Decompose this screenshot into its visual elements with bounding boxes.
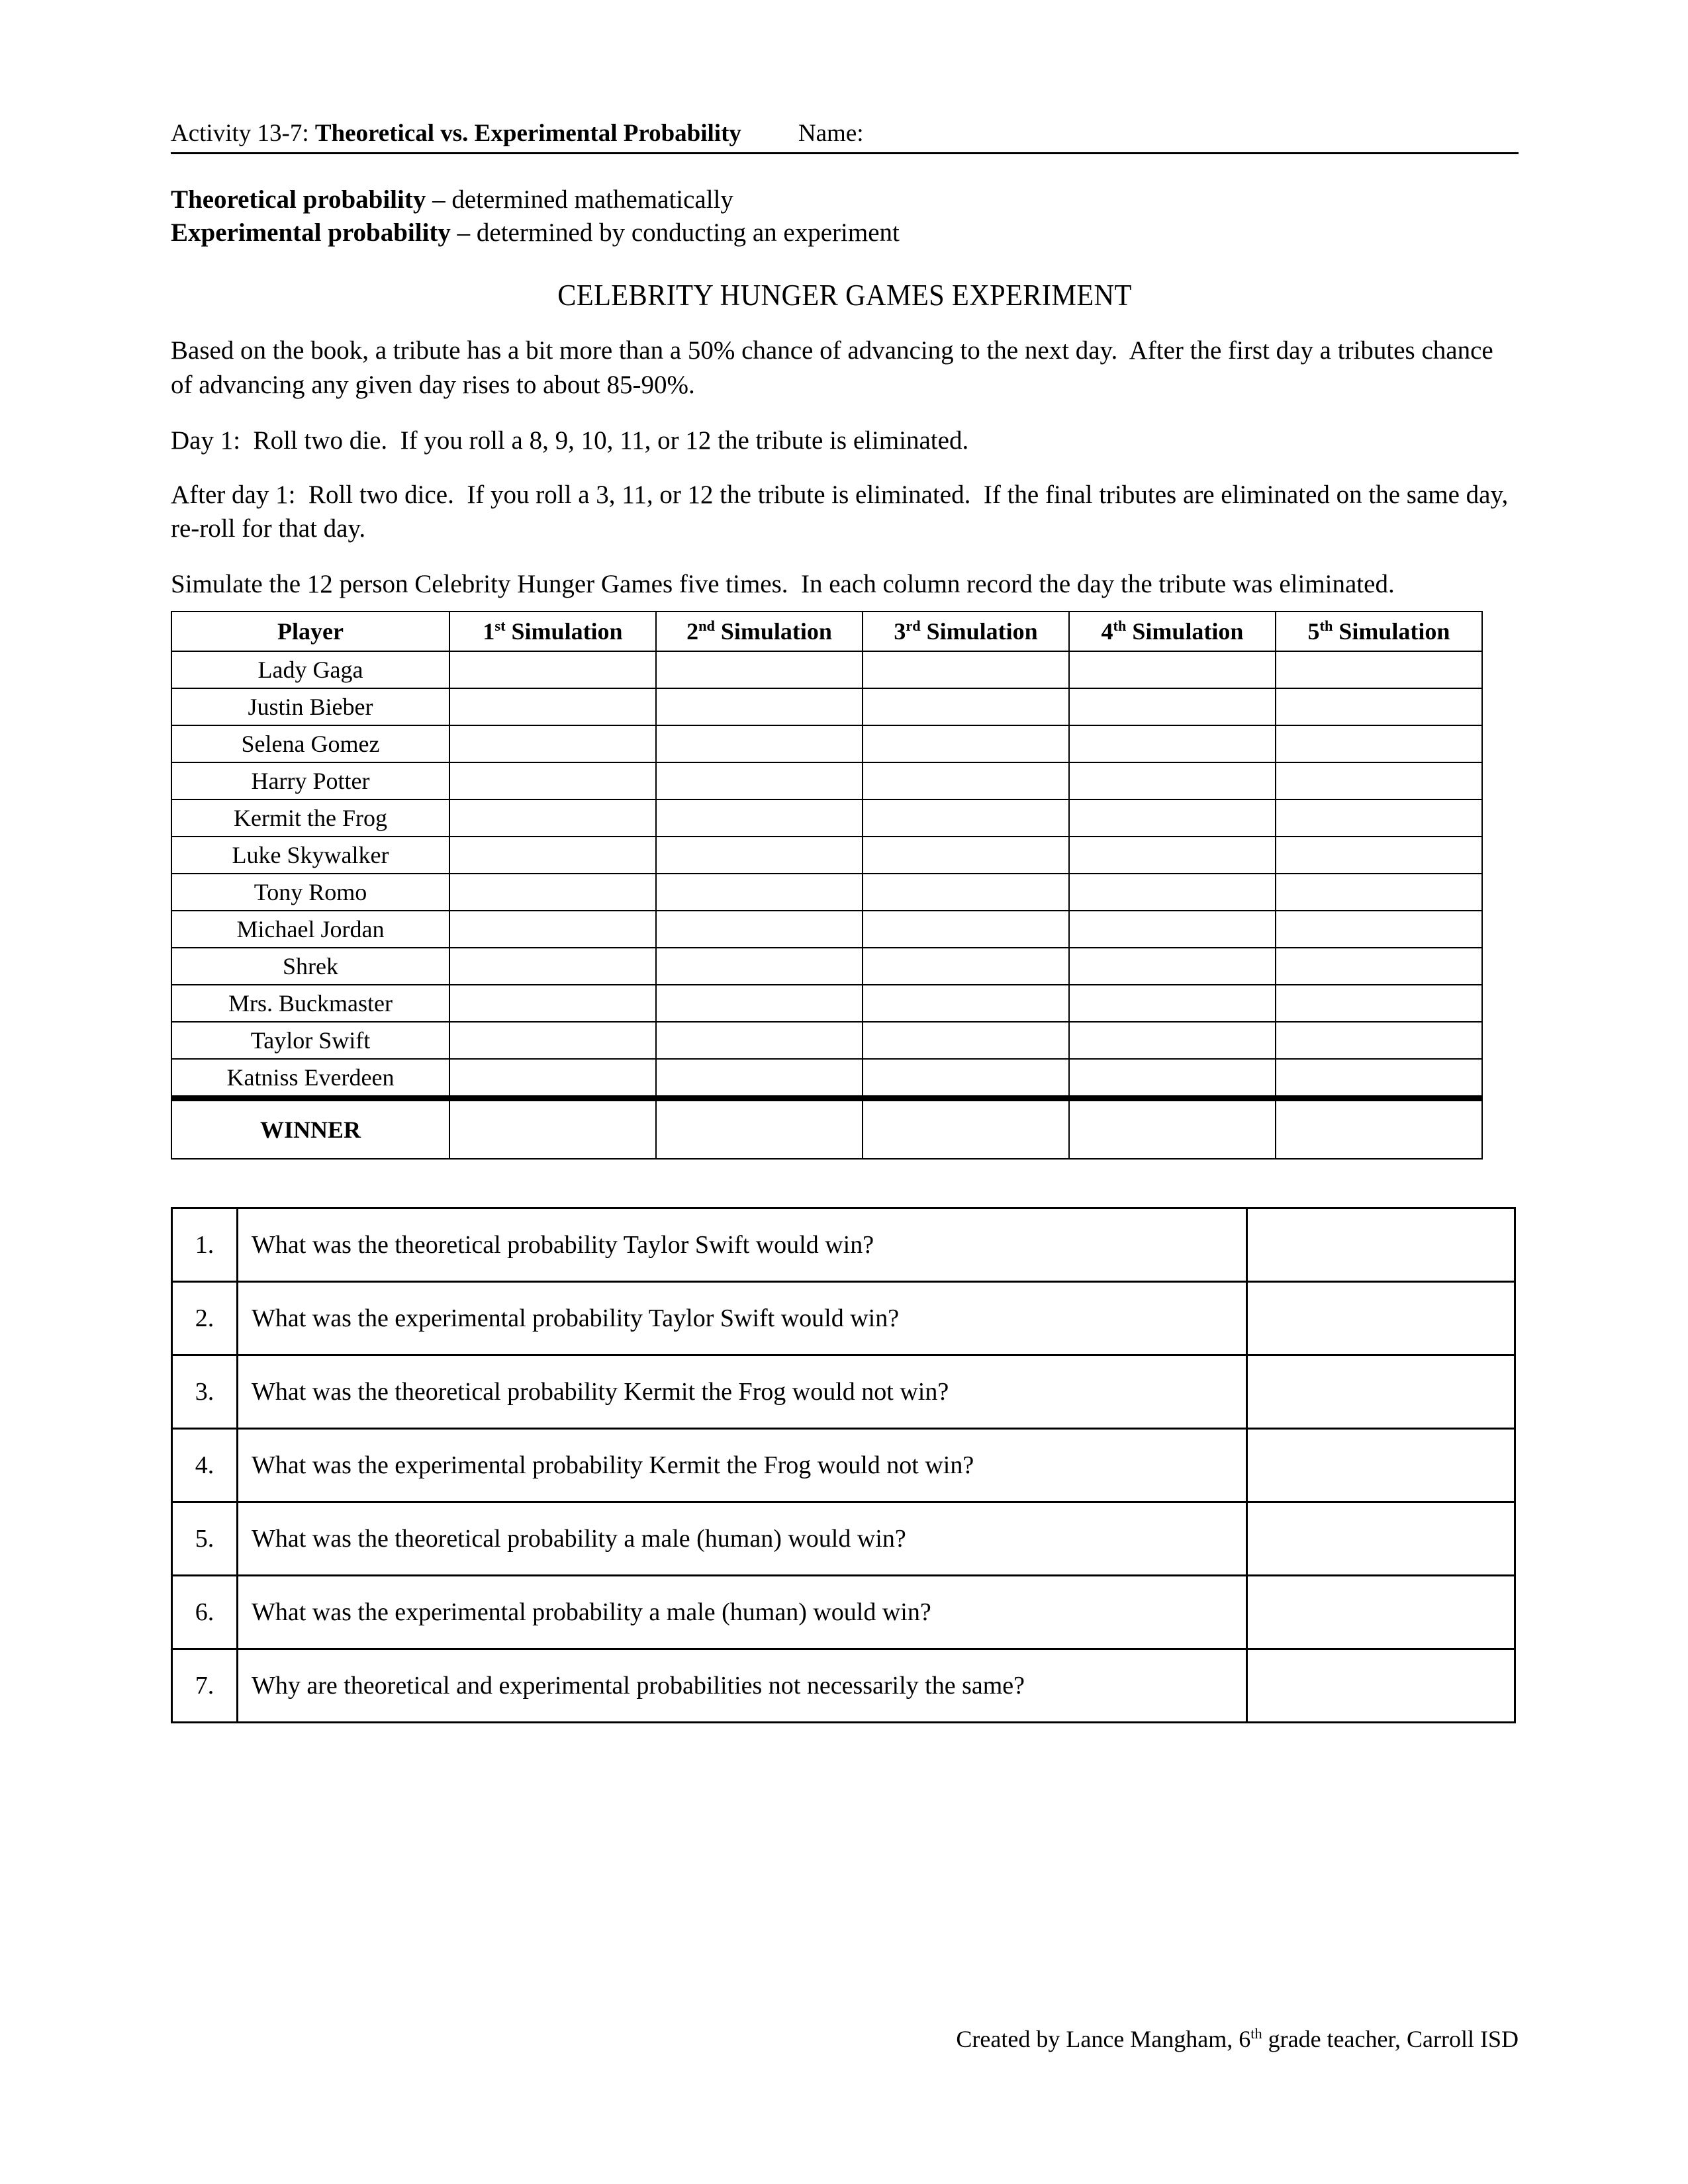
footer-ordinal-suffix: th	[1250, 2025, 1262, 2042]
sim-entry-cell[interactable]	[863, 837, 1069, 874]
sim-entry-cell[interactable]	[1069, 1022, 1276, 1059]
sim-entry-cell[interactable]	[656, 948, 863, 985]
sim-entry-cell[interactable]	[449, 651, 656, 688]
column-header-sim-1: 1st Simulation	[449, 612, 656, 651]
sim-entry-cell[interactable]	[449, 762, 656, 799]
player-name-cell: Lady Gaga	[171, 651, 449, 688]
player-name-cell: Shrek	[171, 948, 449, 985]
player-name-cell: Taylor Swift	[171, 1022, 449, 1059]
sim-entry-cell[interactable]	[449, 948, 656, 985]
sim-entry-cell[interactable]	[1276, 1059, 1482, 1099]
column-header-sim-4: 4th Simulation	[1069, 612, 1276, 651]
table-row	[171, 837, 1482, 874]
player-name-cell: Tony Romo	[171, 874, 449, 911]
table-row	[171, 874, 1482, 911]
player-name-cell: Michael Jordan	[171, 911, 449, 948]
question-number: 4.	[172, 1429, 238, 1502]
sim-entry-cell[interactable]	[863, 651, 1069, 688]
experiment-title: CELEBRITY HUNGER GAMES EXPERIMENT	[557, 279, 1132, 312]
sim-entry-cell[interactable]	[863, 1022, 1069, 1059]
column-header-player: Player	[171, 612, 449, 651]
definition-experimental	[171, 216, 1519, 250]
question-number: 2.	[172, 1282, 238, 1355]
table-row	[171, 651, 1482, 688]
sim-entry-cell[interactable]	[863, 911, 1069, 948]
paragraph-day1: Day 1: Roll two die. If you roll a 8, 9, 10, 11, or 12 the tribute is eliminated.	[171, 426, 969, 455]
table-row	[171, 1059, 1482, 1099]
question-answer-cell[interactable]	[1247, 1576, 1515, 1649]
sim-entry-cell[interactable]	[449, 1022, 656, 1059]
player-name-cell: Kermit the Frog	[171, 799, 449, 837]
table-row	[171, 688, 1482, 725]
question-row	[172, 1355, 1515, 1429]
definition-term-experimental: Experimental probability	[171, 218, 451, 248]
activity-label: Activity 13-7:	[171, 120, 315, 147]
table-row	[171, 762, 1482, 799]
player-name-cell: Katniss Everdeen	[171, 1059, 449, 1099]
sim-entry-cell[interactable]	[656, 837, 863, 874]
paragraph-intro: Based on the book, a tribute has a bit more than a 50% chance of advancing to the next day. After the first day a tributes chance of advancing any given day rises to about 85-90%.	[171, 336, 1500, 399]
sim-entry-cell[interactable]	[656, 762, 863, 799]
sim-entry-cell[interactable]	[656, 688, 863, 725]
player-name-cell: Selena Gomez	[171, 725, 449, 762]
question-row	[172, 1649, 1515, 1723]
sim-entry-cell[interactable]	[449, 985, 656, 1022]
question-text: Why are theoretical and experimental probabilities not necessarily the same?	[238, 1649, 1247, 1723]
sim-entry-cell[interactable]	[1069, 985, 1276, 1022]
column-header-sim-5: 5th Simulation	[1276, 612, 1482, 651]
simulation-table	[171, 611, 1483, 1160]
question-answer-cell[interactable]	[1247, 1649, 1515, 1723]
question-row	[172, 1576, 1515, 1649]
sim-entry-cell[interactable]	[449, 911, 656, 948]
question-text: What was the theoretical probability a male (human) would win?	[238, 1502, 1247, 1576]
sim-entry-cell[interactable]	[1069, 1059, 1276, 1099]
winner-entry-cell[interactable]	[1069, 1099, 1276, 1160]
sim-entry-cell[interactable]	[863, 948, 1069, 985]
winner-entry-cell[interactable]	[1276, 1099, 1482, 1160]
table-row	[171, 1022, 1482, 1059]
document-header	[171, 119, 1519, 154]
table-row	[171, 799, 1482, 837]
player-name-cell: Mrs. Buckmaster	[171, 985, 449, 1022]
sim-entry-cell[interactable]	[1276, 874, 1482, 911]
page-footer	[171, 2025, 1519, 2053]
sim-entry-cell[interactable]	[449, 837, 656, 874]
sim-entry-cell[interactable]	[656, 911, 863, 948]
sim-entry-cell[interactable]	[863, 725, 1069, 762]
sim-entry-cell[interactable]	[1069, 688, 1276, 725]
sim-entry-cell[interactable]	[1069, 837, 1276, 874]
sim-entry-cell[interactable]	[1069, 651, 1276, 688]
question-number: 7.	[172, 1649, 238, 1723]
table-row	[171, 948, 1482, 985]
column-header-sim-2: 2nd Simulation	[656, 612, 863, 651]
sim-entry-cell[interactable]	[1276, 651, 1482, 688]
activity-title: Theoretical vs. Experimental Probability	[314, 120, 741, 147]
sim-entry-cell[interactable]	[863, 874, 1069, 911]
sim-entry-cell[interactable]	[1276, 688, 1482, 725]
sim-entry-cell[interactable]	[1276, 911, 1482, 948]
sim-entry-cell[interactable]	[656, 1022, 863, 1059]
question-answer-cell[interactable]	[1247, 1429, 1515, 1502]
definition-text-experimental: – determined by conducting an experiment	[450, 218, 900, 248]
winner-entry-cell[interactable]	[863, 1099, 1069, 1160]
question-text: What was the experimental probability Taylor Swift would win?	[238, 1282, 1247, 1355]
sim-entry-cell[interactable]	[656, 651, 863, 688]
question-text: What was the experimental probability a male (human) would win?	[238, 1576, 1247, 1649]
sim-entry-cell[interactable]	[863, 762, 1069, 799]
sim-entry-cell[interactable]	[1276, 948, 1482, 985]
winner-entry-cell[interactable]	[656, 1099, 863, 1160]
sim-entry-cell[interactable]	[449, 725, 656, 762]
question-number: 5.	[172, 1502, 238, 1576]
simulation-table-header-row	[171, 612, 1482, 651]
question-number: 1.	[172, 1208, 238, 1282]
question-number: 6.	[172, 1576, 238, 1649]
sim-entry-cell[interactable]	[863, 985, 1069, 1022]
question-answer-cell[interactable]	[1247, 1502, 1515, 1576]
sim-entry-cell[interactable]	[1276, 725, 1482, 762]
sim-entry-cell[interactable]	[1276, 799, 1482, 837]
question-text: What was the theoretical probability Kermit the Frog would not win?	[238, 1355, 1247, 1429]
winner-row	[171, 1099, 1482, 1160]
paragraph-simulate: Simulate the 12 person Celebrity Hunger Games five times. In each column record the day the tribute was eliminated.	[171, 570, 1395, 599]
question-row	[172, 1282, 1515, 1355]
sim-entry-cell[interactable]	[1069, 948, 1276, 985]
sim-entry-cell[interactable]	[1069, 874, 1276, 911]
sim-entry-cell[interactable]	[863, 1059, 1069, 1099]
player-name-cell: Luke Skywalker	[171, 837, 449, 874]
question-number: 3.	[172, 1355, 238, 1429]
definition-theoretical	[171, 183, 1519, 217]
sim-entry-cell[interactable]	[656, 725, 863, 762]
sim-entry-cell[interactable]	[1069, 911, 1276, 948]
question-text: What was the theoretical probability Taylor Swift would win?	[238, 1208, 1247, 1282]
question-row	[172, 1208, 1515, 1282]
column-header-sim-3: 3rd Simulation	[863, 612, 1069, 651]
simulation-table-body	[171, 651, 1482, 1159]
table-row	[171, 985, 1482, 1022]
question-answer-cell[interactable]	[1247, 1208, 1515, 1282]
footer-prefix: Created by Lance Mangham, 6	[956, 2026, 1251, 2052]
definitions-block	[171, 183, 1519, 250]
sim-entry-cell[interactable]	[1276, 837, 1482, 874]
name-field-label[interactable]: Name:	[798, 120, 864, 147]
sim-entry-cell[interactable]	[656, 985, 863, 1022]
table-row	[171, 725, 1482, 762]
winner-entry-cell[interactable]	[449, 1099, 656, 1160]
sim-entry-cell[interactable]	[656, 874, 863, 911]
question-text: What was the experimental probability Kermit the Frog would not win?	[238, 1429, 1247, 1502]
definition-term-theoretical: Theoretical probability	[171, 185, 426, 214]
sim-entry-cell[interactable]	[1276, 1022, 1482, 1059]
sim-entry-cell[interactable]	[656, 1059, 863, 1099]
sim-entry-cell[interactable]	[1276, 985, 1482, 1022]
sim-entry-cell[interactable]	[1069, 725, 1276, 762]
sim-entry-cell[interactable]	[449, 688, 656, 725]
sim-entry-cell[interactable]	[449, 799, 656, 837]
definition-text-theoretical: – determined mathematically	[426, 185, 733, 214]
question-row	[172, 1429, 1515, 1502]
question-answer-cell[interactable]	[1247, 1355, 1515, 1429]
questions-table	[171, 1207, 1516, 1723]
page-content	[171, 119, 1519, 1723]
sim-entry-cell[interactable]	[1276, 762, 1482, 799]
player-name-cell: Harry Potter	[171, 762, 449, 799]
sim-entry-cell[interactable]	[1069, 762, 1276, 799]
sim-entry-cell[interactable]	[863, 799, 1069, 837]
footer-suffix: grade teacher, Carroll ISD	[1262, 2026, 1519, 2052]
sim-entry-cell[interactable]	[863, 688, 1069, 725]
sim-entry-cell[interactable]	[1069, 799, 1276, 837]
question-row	[172, 1502, 1515, 1576]
winner-label: WINNER	[171, 1099, 449, 1160]
paragraph-after-day1: After day 1: Roll two dice. If you roll a 3, 11, or 12 the tribute is eliminated. If the final tributes are eliminated on the same day, re-roll for that day.	[171, 480, 1515, 543]
sim-entry-cell[interactable]	[449, 874, 656, 911]
sim-entry-cell[interactable]	[449, 1059, 656, 1099]
sim-entry-cell[interactable]	[656, 799, 863, 837]
question-answer-cell[interactable]	[1247, 1282, 1515, 1355]
player-name-cell: Justin Bieber	[171, 688, 449, 725]
table-row	[171, 911, 1482, 948]
